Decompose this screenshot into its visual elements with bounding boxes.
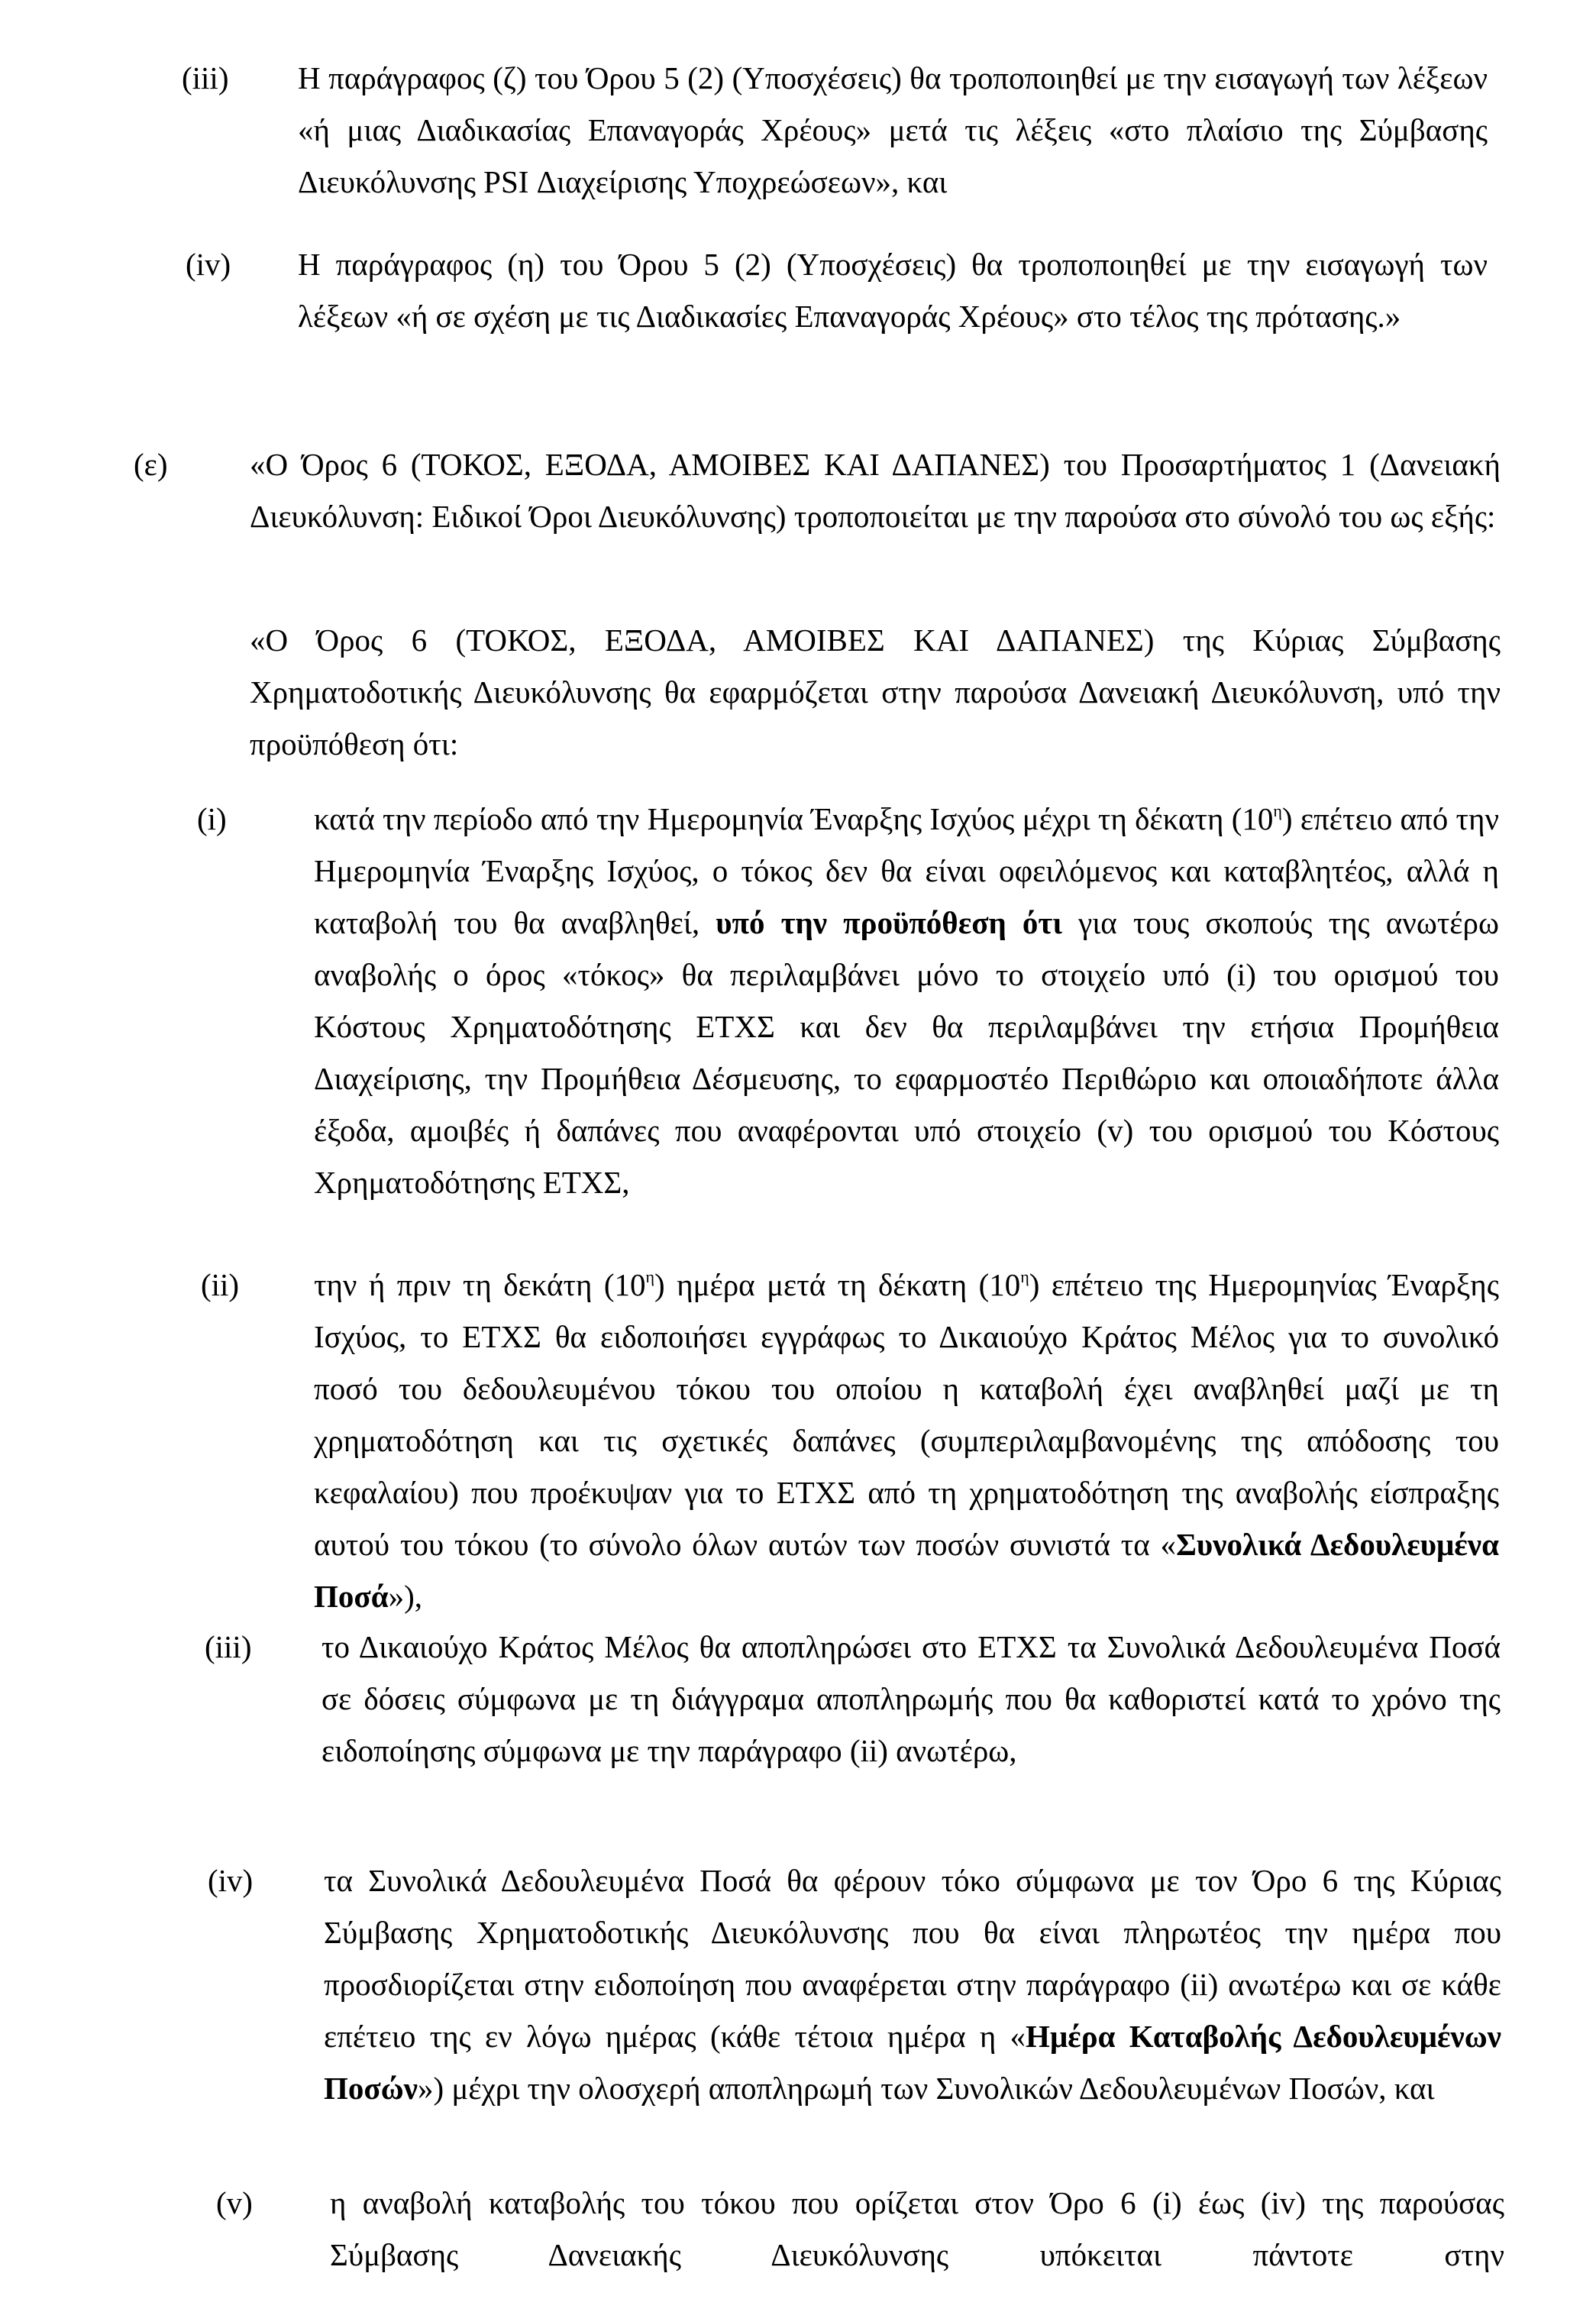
subitem-text	[314, 793, 1499, 1208]
section-e-para-1: «Ο Όρος 6 (ΤΟΚΟΣ, ΕΞΟΔΑ, ΑΜΟΙΒΕΣ ΚΑΙ ΔΑΠΑΝΕΣ) του Προσαρτήματος 1 (Δανειακή Διευκόλυνση: Ειδικοί Όροι Διευκόλυνσης) τροποποιείται με την παρούσα στο σύνολό του ως εξής:	[250, 447, 1501, 534]
subitem-text: το Δικαιούχο Κράτος Μέλος θα αποπληρώσει στο ΕΤΧΣ τα Συνολικά Δεδουλευμένα Ποσά σε δόσεις σύμφωνα με τη διάγγραμα αποπληρωμής που θα καθοριστεί κατά το χρόνο της ειδοποίησης σύμφωνα με την παράγραφο (ii) ανωτέρω,	[321, 1629, 1501, 1768]
superscript: η	[645, 1267, 655, 1286]
text-run: τα Συνολικά Δεδουλευμένα Ποσά θα φέρουν τόκο σύμφωνα με τον Όρο 6 της Κύριας Σύμβασης Χρηματοδοτικής Διευκόλυνσης που θα είναι πληρωτέος την ημέρα που προσδιορίζεται στην ειδοποίηση που αναφέρεται στην παράγραφο (ii) ανωτέρω και σε κάθε επέτειο της εν λόγω ημέρας (κάθε τέτοια ημέρα η «	[324, 1863, 1501, 2054]
section-label: (ε)	[134, 447, 168, 482]
text-run: »),	[388, 1579, 422, 1614]
section-e-para-2: «Ο Όρος 6 (ΤΟΚΟΣ, ΕΞΟΔΑ, ΑΜΟΙΒΕΣ ΚΑΙ ΔΑΠΑΝΕΣ) της Κύριας Σύμβασης Χρηματοδοτικής Διευκόλυνσης θα εφαρμόζεται στην παρούσα Δανειακή Διευκόλυνση, υπό την προϋπόθεση ότι:	[250, 622, 1501, 762]
subitem-text: η αναβολή καταβολής του τόκου που ορίζεται στον Όρο 6 (i) έως (iv) της παρούσας Σύμβασης Δανειακής Διευκόλυνσης υπόκειται πάντοτε στην	[330, 2185, 1504, 2272]
subitem-label: (iv)	[208, 1863, 254, 1898]
bold-phrase: Ημέρα Καταβολής Δεδουλευμένων Ποσών	[324, 2019, 1501, 2106]
subitem-text	[324, 1854, 1501, 2114]
text-run: ) επέτειο της Ημερομηνίας Έναρξης Ισχύος, το ΕΤΧΣ θα ειδοποιήσει εγγράφως το Δικαιούχο Κράτος Μέλος για το συνολικό ποσό του δεδουλευμένου τόκου του οποίου η καταβολή έχει αναβληθεί μαζί με τη χρηματοδότηση και τις σχετικές δαπάνες (συμπεριλαμβανομένης της απόδοσης του κεφαλαίου) που προέκυψαν για το ΕΤΧΣ από τη χρηματοδότηση της αναβολής είσπραξης αυτού του τόκου (το σύνολο όλων αυτών των ποσών συνιστά τα «	[314, 1267, 1499, 1562]
text-run: ») μέχρι την ολοσχερή αποπληρωμή των Συνολικών Δεδουλευμένων Ποσών, και	[417, 2071, 1435, 2106]
item-label: (iii)	[182, 60, 229, 95]
item-label: (iv)	[186, 247, 231, 282]
subitem-label: (v)	[216, 2185, 253, 2220]
subitem-label: (i)	[197, 801, 227, 836]
subitem-text	[314, 1259, 1499, 1622]
text-run: ) επέτειο από την Ημερομηνία Έναρξης Ισχύος, ο τόκος δεν θα είναι οφειλόμενος και καταβλητέος, αλλά η καταβολή του θα αναβληθεί,	[314, 801, 1499, 940]
text-run: την ή πριν τη δεκάτη (10	[314, 1267, 646, 1302]
item-text: Η παράγραφος (η) του Όρου 5 (2) (Υποσχέσεις) θα τροποποιηθεί με την εισαγωγή των λέξεων «ή σε σχέση με τις Διαδικασίες Επαναγοράς Χρέους» στο τέλος της πρότασης.»	[298, 247, 1488, 334]
text-run: κατά την περίοδο από την Ημερομηνία Έναρξης Ισχύος μέχρι τη δέκατη (10	[314, 801, 1274, 836]
superscript: η	[1020, 1267, 1029, 1286]
subitem-label: (ii)	[201, 1267, 240, 1302]
text-run: για τους σκοπούς της ανωτέρω αναβολής ο όρος «τόκος» θα περιλαμβάνει μόνο το στοιχείο υπό (i) του ορισμού του Κόστους Χρηματοδότησης ΕΤΧΣ και δεν θα περιλαμβάνει την ετήσια Προμήθεια Διαχείρισης, την Προμήθεια Δέσμευσης, το εφαρμοστέο Περιθώριο και οποιαδήποτε άλλα έξοδα, αμοιβές ή δαπάνες που αναφέρονται υπό στοιχείο (v) του ορισμού του Κόστους Χρηματοδότησης ΕΤΧΣ,	[314, 905, 1499, 1200]
item-text: Η παράγραφος (ζ) του Όρου 5 (2) (Υποσχέσεις) θα τροποποιηθεί με την εισαγωγή των λέξεων «ή μιας Διαδικασίας Επαναγοράς Χρέους» μετά τις λέξεις «στο πλαίσιο της Σύμβασης Διευκόλυνσης PSI Διαχείρισης Υποχρεώσεων», και	[298, 60, 1488, 199]
bold-phrase: Συνολικά Δεδουλευμένα Ποσά	[314, 1527, 1499, 1614]
subitem-label: (iii)	[205, 1629, 252, 1664]
text-run: ) ημέρα μετά τη δέκατη (10	[654, 1267, 1021, 1302]
superscript: η	[1273, 801, 1282, 820]
bold-phrase: υπό την προϋπόθεση ότι	[716, 905, 1063, 940]
